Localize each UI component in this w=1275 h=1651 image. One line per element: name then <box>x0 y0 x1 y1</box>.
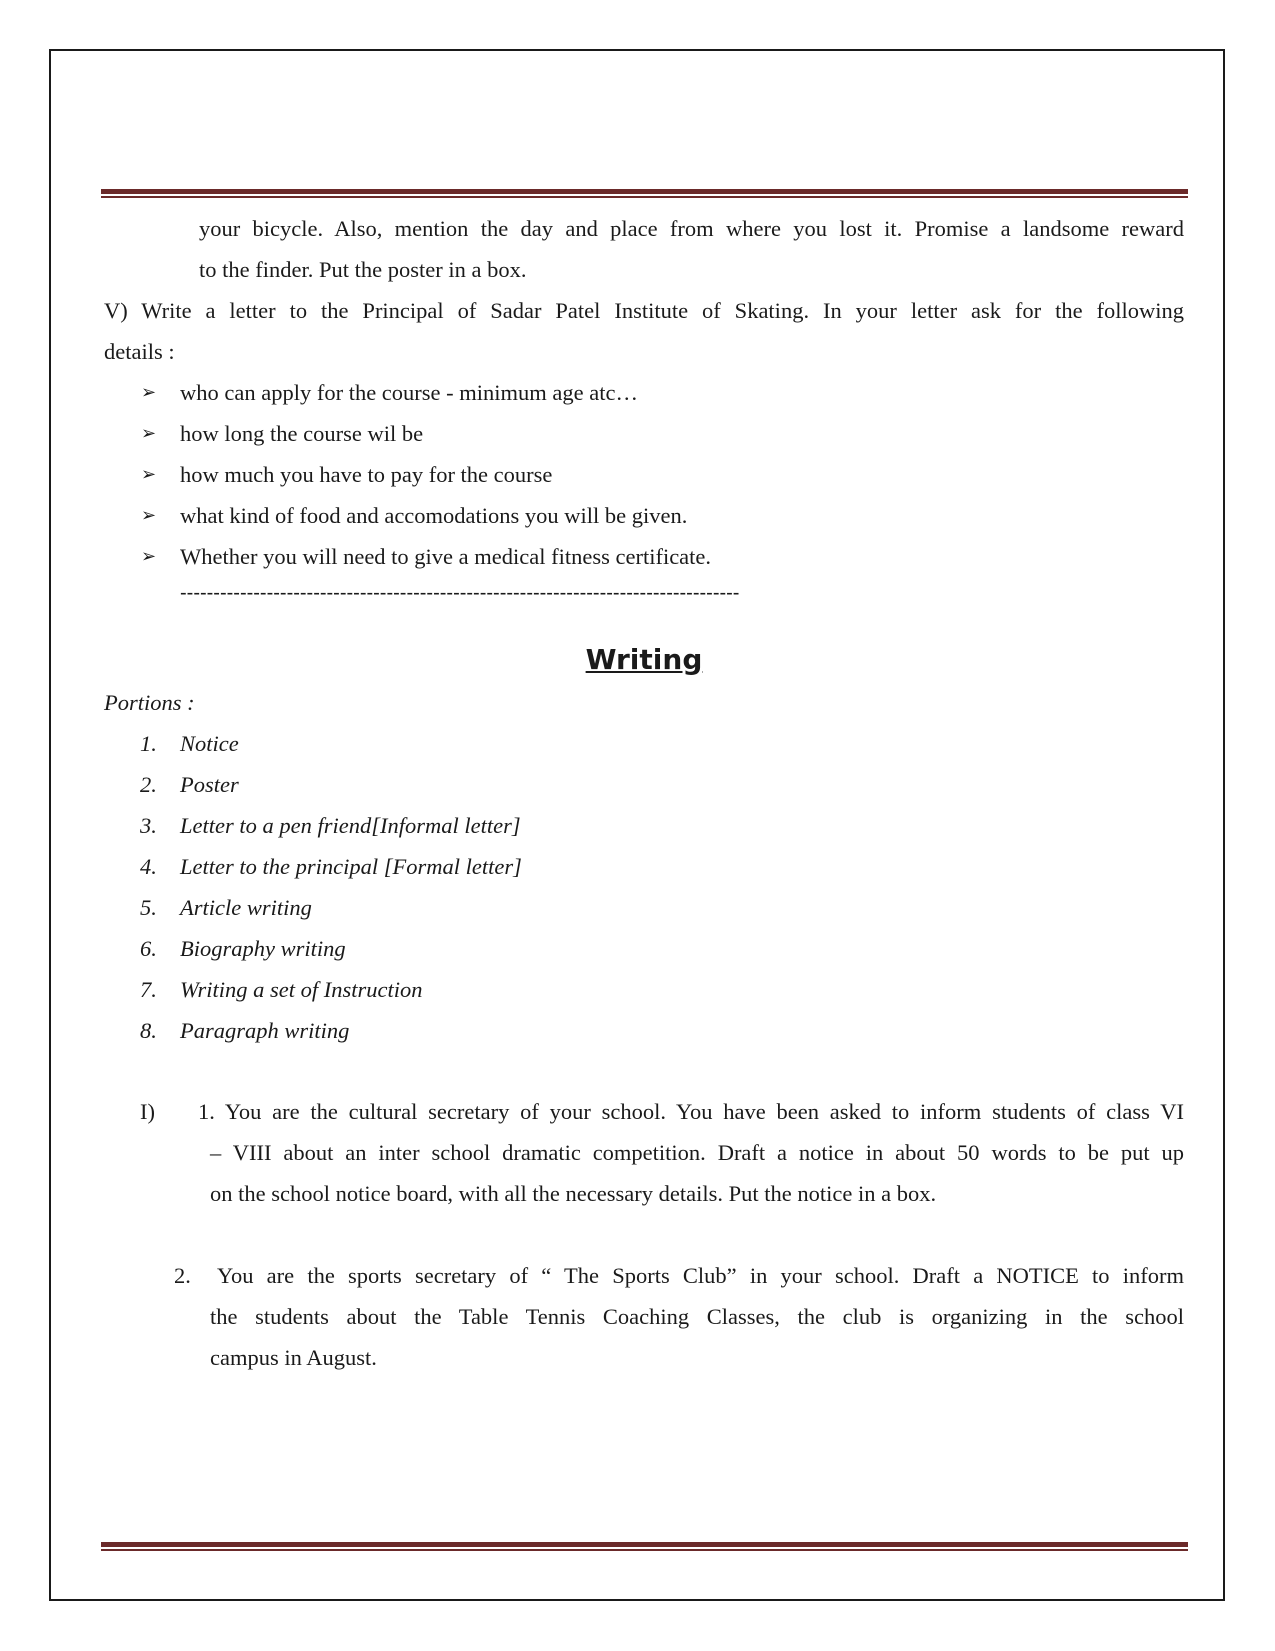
arrow-bullet-icon: ➢ <box>141 505 157 526</box>
continuation-line-2: to the finder. Put the poster in a box. <box>199 257 527 282</box>
list-item <box>104 934 1184 964</box>
item-number: 2. <box>140 772 157 797</box>
continuation-line-1: your bicycle. Also, mention the day and place from where you lost it. Promise a landsome reward <box>199 216 1184 241</box>
list-item <box>104 975 1184 1005</box>
question-v-line-2: details : <box>104 339 175 364</box>
item-text: Letter to the principal [Formal letter] <box>180 854 522 879</box>
item-text: Notice <box>180 731 239 756</box>
separator-dashes: ------------------------------------------------------------------------------------ <box>180 582 740 604</box>
bullet-text: how much you have to pay for the course <box>180 462 553 487</box>
list-item <box>104 852 1184 882</box>
list-item <box>104 460 1184 490</box>
arrow-bullet-icon: ➢ <box>141 464 157 485</box>
question-i-2-line-2: the students about the Table Tennis Coaching Classes, the club is organizing in the school <box>210 1304 1184 1329</box>
item-number: 6. <box>140 936 157 961</box>
section-heading-writing: Writing <box>585 643 703 676</box>
question-v-line-1: V) Write a letter to the Principal of Sadar Patel Institute of Skating. In your letter ask for the following <box>104 298 1184 323</box>
arrow-bullet-icon: ➢ <box>141 382 157 403</box>
item-text: Writing a set of Instruction <box>180 977 423 1002</box>
bullet-text: what kind of food and accomodations you will be given. <box>180 503 688 528</box>
item-text: Paragraph writing <box>180 1018 350 1043</box>
list-item <box>104 893 1184 923</box>
question-i-1-line-3: on the school notice board, with all the necessary details. Put the notice in a box. <box>210 1181 937 1206</box>
list-item <box>104 542 1184 572</box>
item-text: Biography writing <box>180 936 346 961</box>
question-i-2-line-1: You are the sports secretary of “ The Sports Club” in your school. Draft a NOTICE to inform <box>217 1263 1184 1288</box>
item-number: 1. <box>140 731 157 756</box>
bullet-text: how long the course wil be <box>180 421 424 446</box>
portions-label: Portions : <box>104 690 195 715</box>
item-number: 8. <box>140 1018 157 1043</box>
question-i-roman: I) <box>140 1099 155 1124</box>
bullet-text: Whether you will need to give a medical fitness certificate. <box>180 544 712 569</box>
question-i-1-line-2: – VIII about an inter school dramatic competition. Draft a notice in about 50 words to be put up <box>210 1140 1184 1165</box>
question-i-1-line-1: 1. You are the cultural secretary of your school. You have been asked to inform students of class VI <box>198 1099 1184 1124</box>
item-text: Letter to a pen friend[Informal letter] <box>180 813 521 838</box>
question-i-2-line-3: campus in August. <box>210 1345 377 1370</box>
item-number: 3. <box>140 813 157 838</box>
footer-rule <box>101 1542 1188 1551</box>
question-i-2-number: 2. <box>174 1263 191 1288</box>
list-item <box>104 770 1184 800</box>
list-item <box>104 378 1184 408</box>
item-number: 5. <box>140 895 157 920</box>
arrow-bullet-icon: ➢ <box>141 423 157 444</box>
item-number: 7. <box>140 977 157 1002</box>
list-item <box>104 1016 1184 1046</box>
bullet-text: who can apply for the course - minimum age atc… <box>180 380 638 405</box>
list-item <box>104 811 1184 841</box>
arrow-bullet-icon: ➢ <box>141 546 157 567</box>
header-rule <box>101 189 1188 198</box>
list-item <box>104 419 1184 449</box>
item-text: Article writing <box>180 895 312 920</box>
list-item <box>104 729 1184 759</box>
item-text: Poster <box>180 772 239 797</box>
list-item <box>104 501 1184 531</box>
item-number: 4. <box>140 854 157 879</box>
